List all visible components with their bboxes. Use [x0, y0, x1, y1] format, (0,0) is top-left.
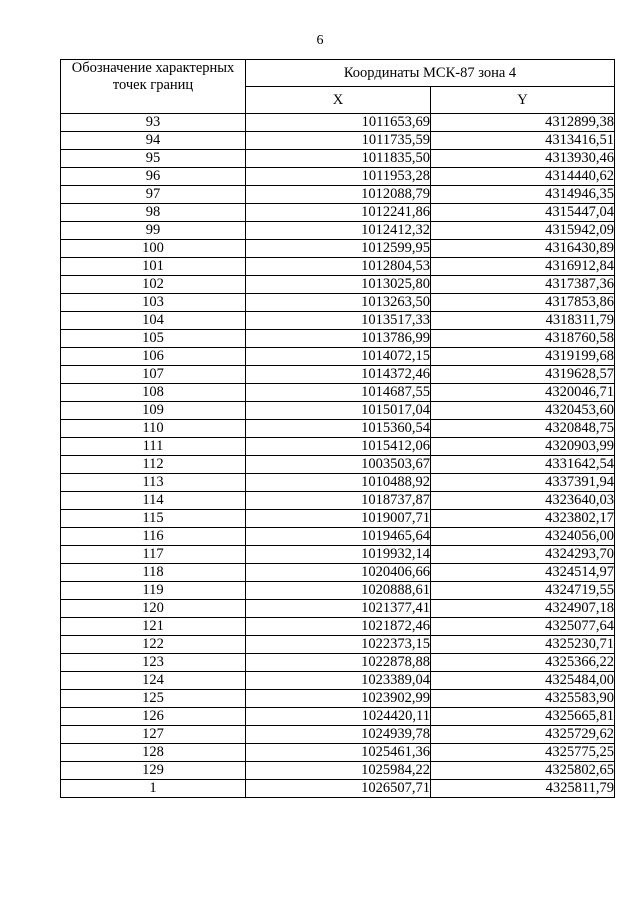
- table-row: [61, 204, 615, 222]
- x-coordinate-cell: 1026507,71: [246, 780, 431, 798]
- table-row: [61, 708, 615, 726]
- point-number-cell: 118: [61, 564, 246, 582]
- point-number-cell: 127: [61, 726, 246, 744]
- point-number-cell: 110: [61, 420, 246, 438]
- point-number-cell: 104: [61, 312, 246, 330]
- y-coordinate-cell: 4317387,36: [431, 276, 615, 294]
- table-row: [61, 744, 615, 762]
- x-coordinate-cell: 1023389,04: [246, 672, 431, 690]
- y-coordinate-cell: 4325484,00: [431, 672, 615, 690]
- y-coordinate-cell: 4324293,70: [431, 546, 615, 564]
- y-coordinate-cell: 4320903,99: [431, 438, 615, 456]
- point-number-cell: 111: [61, 438, 246, 456]
- header-coordinate-system: Координаты МСК-87 зона 4: [246, 60, 615, 87]
- y-coordinate-cell: 4324907,18: [431, 600, 615, 618]
- x-coordinate-cell: 1025461,36: [246, 744, 431, 762]
- point-number-cell: 116: [61, 528, 246, 546]
- table-row: [61, 762, 615, 780]
- point-number-cell: 120: [61, 600, 246, 618]
- point-number-cell: 97: [61, 186, 246, 204]
- point-number-cell: 112: [61, 456, 246, 474]
- point-number-cell: 101: [61, 258, 246, 276]
- table-row: [61, 330, 615, 348]
- x-coordinate-cell: 1022373,15: [246, 636, 431, 654]
- x-coordinate-cell: 1012088,79: [246, 186, 431, 204]
- y-coordinate-cell: 4316430,89: [431, 240, 615, 258]
- x-coordinate-cell: 1014372,46: [246, 366, 431, 384]
- y-coordinate-cell: 4318311,79: [431, 312, 615, 330]
- table-body: [61, 114, 615, 798]
- x-coordinate-cell: 1020406,66: [246, 564, 431, 582]
- table-row: [61, 222, 615, 240]
- x-coordinate-cell: 1013517,33: [246, 312, 431, 330]
- table-row: [61, 672, 615, 690]
- x-coordinate-cell: 1019007,71: [246, 510, 431, 528]
- point-number-cell: 102: [61, 276, 246, 294]
- point-number-cell: 123: [61, 654, 246, 672]
- table-row: [61, 726, 615, 744]
- table-row: [61, 402, 615, 420]
- point-number-cell: 126: [61, 708, 246, 726]
- point-number-cell: 105: [61, 330, 246, 348]
- table-row: [61, 618, 615, 636]
- x-coordinate-cell: 1014072,15: [246, 348, 431, 366]
- x-coordinate-cell: 1015360,54: [246, 420, 431, 438]
- y-coordinate-cell: 4337391,94: [431, 474, 615, 492]
- table-row: [61, 240, 615, 258]
- x-coordinate-cell: 1012599,95: [246, 240, 431, 258]
- point-number-cell: 124: [61, 672, 246, 690]
- point-number-cell: 106: [61, 348, 246, 366]
- x-coordinate-cell: 1011835,50: [246, 150, 431, 168]
- y-coordinate-cell: 4324719,55: [431, 582, 615, 600]
- y-coordinate-cell: 4323640,03: [431, 492, 615, 510]
- table-row: [61, 276, 615, 294]
- y-coordinate-cell: 4325802,65: [431, 762, 615, 780]
- table-row: [61, 132, 615, 150]
- x-coordinate-cell: 1011735,59: [246, 132, 431, 150]
- x-coordinate-cell: 1013025,80: [246, 276, 431, 294]
- y-coordinate-cell: 4315447,04: [431, 204, 615, 222]
- point-number-cell: 109: [61, 402, 246, 420]
- table-row: [61, 636, 615, 654]
- point-number-cell: 95: [61, 150, 246, 168]
- y-coordinate-cell: 4314440,62: [431, 168, 615, 186]
- header-point-designation: Обозначение характерных точек границ: [61, 60, 246, 114]
- x-coordinate-cell: 1012412,32: [246, 222, 431, 240]
- point-number-cell: 98: [61, 204, 246, 222]
- x-coordinate-cell: 1025984,22: [246, 762, 431, 780]
- table-row: [61, 348, 615, 366]
- y-coordinate-cell: 4325811,79: [431, 780, 615, 798]
- x-coordinate-cell: 1021377,41: [246, 600, 431, 618]
- point-number-cell: 94: [61, 132, 246, 150]
- point-number-cell: 1: [61, 780, 246, 798]
- x-coordinate-cell: 1018737,87: [246, 492, 431, 510]
- table-row: [61, 690, 615, 708]
- y-coordinate-cell: 4325077,64: [431, 618, 615, 636]
- x-coordinate-cell: 1003503,67: [246, 456, 431, 474]
- point-number-cell: 113: [61, 474, 246, 492]
- point-number-cell: 119: [61, 582, 246, 600]
- x-coordinate-cell: 1023902,99: [246, 690, 431, 708]
- table-row: [61, 294, 615, 312]
- y-coordinate-cell: 4315942,09: [431, 222, 615, 240]
- table-row: [61, 546, 615, 564]
- point-number-cell: 115: [61, 510, 246, 528]
- table-row: [61, 528, 615, 546]
- x-coordinate-cell: 1024420,11: [246, 708, 431, 726]
- point-number-cell: 100: [61, 240, 246, 258]
- table-row: [61, 438, 615, 456]
- x-coordinate-cell: 1020888,61: [246, 582, 431, 600]
- point-number-cell: 93: [61, 114, 246, 132]
- table-row: [61, 474, 615, 492]
- point-number-cell: 107: [61, 366, 246, 384]
- table-row: [61, 366, 615, 384]
- x-coordinate-cell: 1010488,92: [246, 474, 431, 492]
- point-number-cell: 129: [61, 762, 246, 780]
- x-coordinate-cell: 1012241,86: [246, 204, 431, 222]
- y-coordinate-cell: 4316912,84: [431, 258, 615, 276]
- point-number-cell: 128: [61, 744, 246, 762]
- y-coordinate-cell: 4317853,86: [431, 294, 615, 312]
- y-coordinate-cell: 4313416,51: [431, 132, 615, 150]
- y-coordinate-cell: 4325366,22: [431, 654, 615, 672]
- table-row: [61, 654, 615, 672]
- x-coordinate-cell: 1022878,88: [246, 654, 431, 672]
- y-coordinate-cell: 4312899,38: [431, 114, 615, 132]
- y-coordinate-cell: 4314946,35: [431, 186, 615, 204]
- x-coordinate-cell: 1024939,78: [246, 726, 431, 744]
- x-coordinate-cell: 1015017,04: [246, 402, 431, 420]
- x-coordinate-cell: 1019465,64: [246, 528, 431, 546]
- table-row: [61, 114, 615, 132]
- point-number-cell: 122: [61, 636, 246, 654]
- point-number-cell: 125: [61, 690, 246, 708]
- table-row: [61, 150, 615, 168]
- y-coordinate-cell: 4319199,68: [431, 348, 615, 366]
- x-coordinate-cell: 1011953,28: [246, 168, 431, 186]
- page-number: 6: [316, 33, 324, 48]
- table-row: [61, 168, 615, 186]
- x-coordinate-cell: 1012804,53: [246, 258, 431, 276]
- y-coordinate-cell: 4325665,81: [431, 708, 615, 726]
- y-coordinate-cell: 4320848,75: [431, 420, 615, 438]
- x-coordinate-cell: 1011653,69: [246, 114, 431, 132]
- point-number-cell: 117: [61, 546, 246, 564]
- y-coordinate-cell: 4324514,97: [431, 564, 615, 582]
- header-x: X: [246, 87, 431, 114]
- y-coordinate-cell: 4325583,90: [431, 690, 615, 708]
- y-coordinate-cell: 4331642,54: [431, 456, 615, 474]
- table-row: [61, 312, 615, 330]
- y-coordinate-cell: 4325729,62: [431, 726, 615, 744]
- point-number-cell: 103: [61, 294, 246, 312]
- header-y: Y: [431, 87, 615, 114]
- y-coordinate-cell: 4325775,25: [431, 744, 615, 762]
- table-row: [61, 492, 615, 510]
- table-row: [61, 780, 615, 798]
- point-number-cell: 108: [61, 384, 246, 402]
- y-coordinate-cell: 4319628,57: [431, 366, 615, 384]
- y-coordinate-cell: 4323802,17: [431, 510, 615, 528]
- x-coordinate-cell: 1019932,14: [246, 546, 431, 564]
- point-number-cell: 96: [61, 168, 246, 186]
- table-row: [61, 564, 615, 582]
- x-coordinate-cell: 1013263,50: [246, 294, 431, 312]
- point-number-cell: 121: [61, 618, 246, 636]
- y-coordinate-cell: 4318760,58: [431, 330, 615, 348]
- table-row: [61, 510, 615, 528]
- x-coordinate-cell: 1021872,46: [246, 618, 431, 636]
- table-row: [61, 600, 615, 618]
- y-coordinate-cell: 4325230,71: [431, 636, 615, 654]
- x-coordinate-cell: 1015412,06: [246, 438, 431, 456]
- y-coordinate-cell: 4320046,71: [431, 384, 615, 402]
- point-number-cell: 114: [61, 492, 246, 510]
- table-row: [61, 258, 615, 276]
- y-coordinate-cell: 4313930,46: [431, 150, 615, 168]
- table-row: [61, 420, 615, 438]
- y-coordinate-cell: 4324056,00: [431, 528, 615, 546]
- table-row: [61, 186, 615, 204]
- coordinates-table: [60, 59, 615, 798]
- table-row: [61, 384, 615, 402]
- table-row: [61, 582, 615, 600]
- x-coordinate-cell: 1014687,55: [246, 384, 431, 402]
- x-coordinate-cell: 1013786,99: [246, 330, 431, 348]
- point-number-cell: 99: [61, 222, 246, 240]
- table-row: [61, 456, 615, 474]
- y-coordinate-cell: 4320453,60: [431, 402, 615, 420]
